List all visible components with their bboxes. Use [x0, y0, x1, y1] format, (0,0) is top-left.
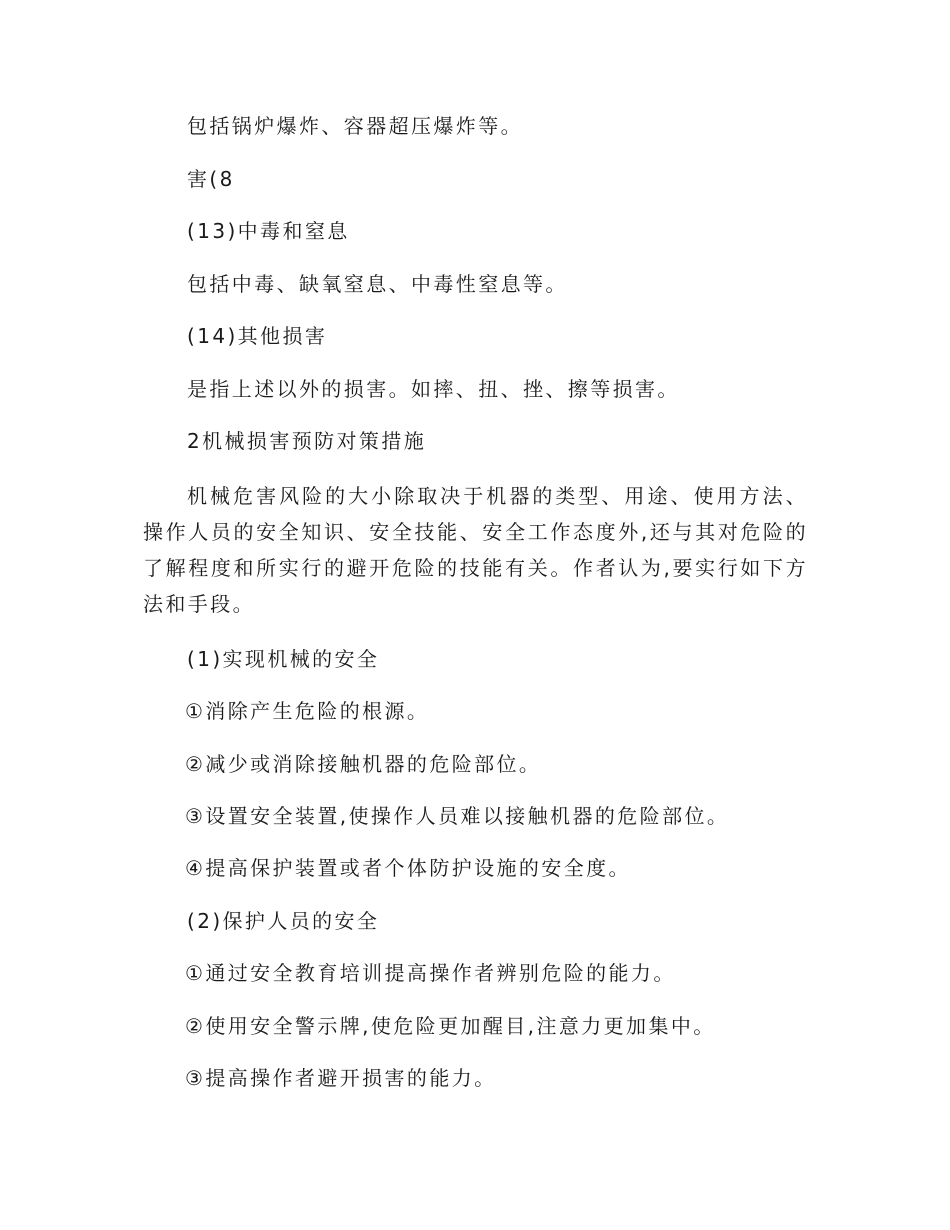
section-heading: 2机械损害预防对策措施 — [187, 429, 427, 453]
text-line: 包括中毒、缺氧窒息、中毒性窒息等。 — [187, 272, 568, 296]
subheading: (1)实现机械的安全 — [187, 647, 380, 671]
subheading: (13)中毒和窒息 — [187, 219, 350, 243]
text-line: 是指上述以外的损害。如摔、扭、挫、擦等损害。 — [187, 377, 680, 401]
subheading: (14)其他损害 — [187, 324, 328, 348]
list-item: ③提高操作者避开损害的能力。 — [185, 1066, 497, 1090]
subheading: (2)保护人员的安全 — [187, 909, 380, 933]
list-item: ③设置安全装置,使操作人员难以接触机器的危险部位。 — [185, 804, 730, 828]
text-line: 包括锅炉爆炸、容器超压爆炸等。 — [187, 114, 523, 138]
body-paragraph: 机械危害风险的大小除取决于机器的类型、用途、使用方法、操作人员的安全知识、安全技能、安全工作态度外,还与其对危险的了解程度和所实行的避开危险的技能有关。作者认为,要实行如下方法和手段。 — [143, 484, 808, 616]
list-item: ①消除产生危险的根源。 — [185, 699, 430, 723]
list-item: ②减少或消除接触机器的危险部位。 — [185, 752, 542, 776]
list-item: ②使用安全警示牌,使危险更加醒目,注意力更加集中。 — [185, 1014, 716, 1038]
list-item: ④提高保护装置或者个体防护设施的安全度。 — [185, 856, 631, 880]
text-line: 害(8 — [187, 167, 235, 191]
list-item: ①通过安全教育培训提高操作者辨别危险的能力。 — [185, 961, 676, 985]
